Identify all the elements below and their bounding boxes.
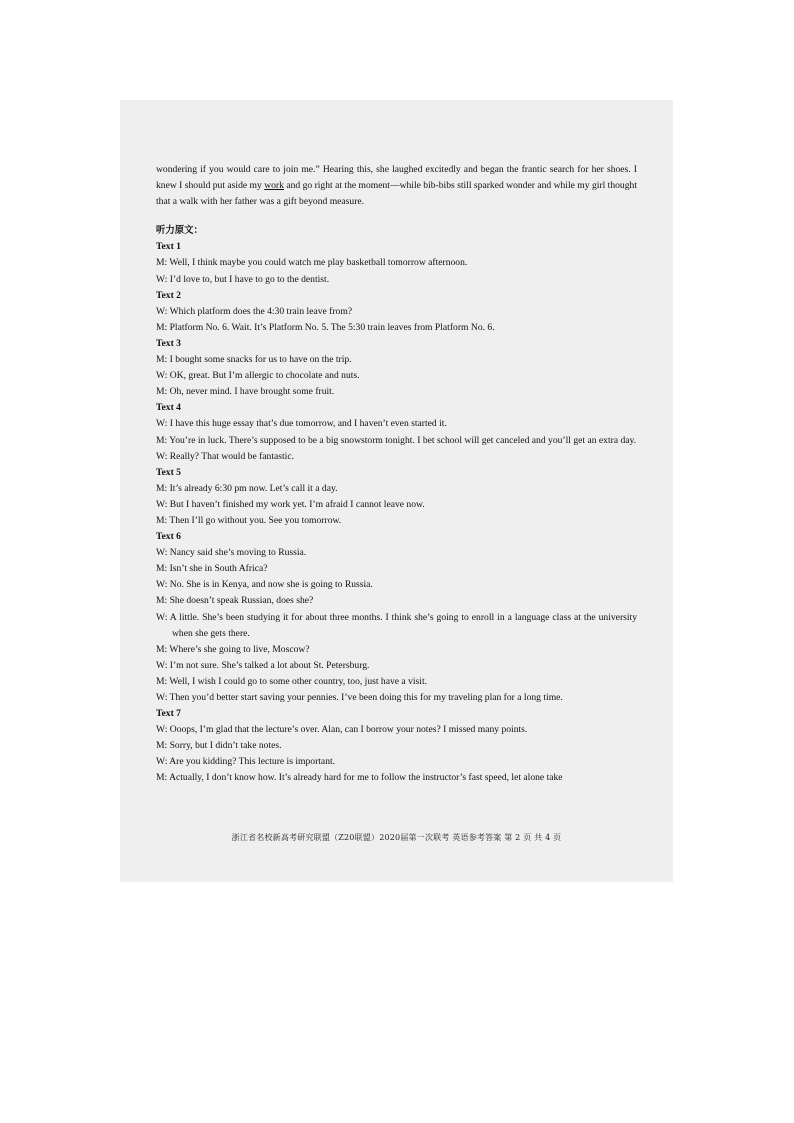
text-heading: Text 3 (156, 337, 181, 349)
dialogue-line: W: No. She is in Kenya, and now she is going to Russia. (156, 579, 373, 591)
text-heading: Text 5 (156, 466, 181, 478)
listening-transcript-title: 听力原文： (156, 225, 203, 237)
transcript-section (156, 706, 637, 786)
intro-text-part1: wondering if you would care to join me.” Hearing this, she laughed excitedly and began the frantic search for her shoes. I knew I should put aside my (156, 164, 637, 192)
dialogue-line: W: But I haven’t finished my work yet. I’m afraid I cannot leave now. (156, 498, 425, 510)
dialogue-line: M: Sorry, but I didn’t take notes. (156, 740, 282, 752)
underlined-word: work (264, 180, 284, 192)
dialogue-line: M: Well, I think maybe you could watch me play basketball tomorrow afternoon. (156, 257, 468, 269)
dialogue-line: W: I’d love to, but I have to go to the dentist. (156, 273, 330, 285)
transcript-section (156, 400, 637, 464)
text-heading: Text 6 (156, 531, 181, 543)
dialogue-line: M: Oh, never mind. I have brought some fruit. (156, 386, 335, 398)
page-footer: 浙江省名校新高考研究联盟（Z20联盟）2020届第一次联考 英语参考答案 第 2 页 共 4 页 (231, 833, 562, 842)
dialogue-line: W: Nancy said she’s moving to Russia. (156, 547, 307, 559)
transcript-section (156, 336, 637, 400)
dialogue-line: M: I bought some snacks for us to have on the trip. (156, 354, 352, 366)
transcript-section (156, 465, 637, 529)
dialogue-line: M: Where’s she going to live, Moscow? (156, 643, 310, 655)
dialogue-line: M: She doesn’t speak Russian, does she? (156, 595, 314, 607)
transcript-section (156, 239, 637, 287)
dialogue-line: W: I have this huge essay that’s due tomorrow, and I haven’t even started it. (156, 418, 447, 430)
dialogue-line: M: Well, I wish I could go to some other country, too, just have a visit. (156, 675, 428, 687)
transcript-section (156, 288, 637, 336)
intro-paragraph (156, 162, 637, 210)
dialogue-line: W: Then you’d better start saving your pennies. I’ve been doing this for my traveling plan for a long time. (156, 692, 563, 703)
dialogue-line: W: Ooops, I’m glad that the lecture’s over. Alan, can I borrow your notes? I missed many points. (156, 724, 528, 736)
dialogue-line: M: Then I’ll go without you. See you tomorrow. (156, 514, 342, 526)
dialogue-line: M: Platform No. 6. Wait. It’s Platform No. 5. The 5:30 train leaves from Platform No. 6. (156, 321, 495, 333)
dialogue-line: M: Actually, I don’t know how. It’s already hard for me to follow the instructor’s fast speed, let alone take (156, 772, 563, 784)
page-content (156, 162, 637, 787)
transcript-section (156, 529, 637, 706)
text-heading: Text 7 (156, 708, 181, 720)
dialogue-line: W: Really? That would be fantastic. (156, 450, 294, 462)
text-heading: Text 2 (156, 289, 181, 301)
text-heading: Text 4 (156, 402, 181, 414)
dialogue-line: W: OK, great. But I’m allergic to chocolate and nuts. (156, 370, 360, 382)
dialogue-line: W: Are you kidding? This lecture is important. (156, 756, 336, 768)
listening-transcript (156, 239, 637, 786)
dialogue-line: M: You’re in luck. There’s supposed to be a big snowstorm tonight. I bet school will get canceled and you’ll get an extra day. (156, 434, 637, 446)
dialogue-line: W: I’m not sure. She’s talked a lot about St. Petersburg. (156, 659, 370, 671)
text-heading: Text 1 (156, 241, 181, 253)
dialogue-line: M: Isn’t she in South Africa? (156, 563, 268, 575)
dialogue-line: W: A little. She’s been studying it for about three months. I think she’s going to enroll in a language class at the university when she gets there. (156, 611, 637, 639)
intro-text-part2: and go right at the moment—while bib-bibs still sparked wonder and while my girl thought that a walk with her father was a gift beyond measure. (156, 180, 637, 208)
scanned-page (120, 100, 673, 882)
dialogue-line: W: Which platform does the 4:30 train leave from? (156, 305, 353, 317)
reading-passage-ending (156, 162, 637, 210)
dialogue-line: M: It’s already 6:30 pm now. Let’s call it a day. (156, 482, 338, 494)
